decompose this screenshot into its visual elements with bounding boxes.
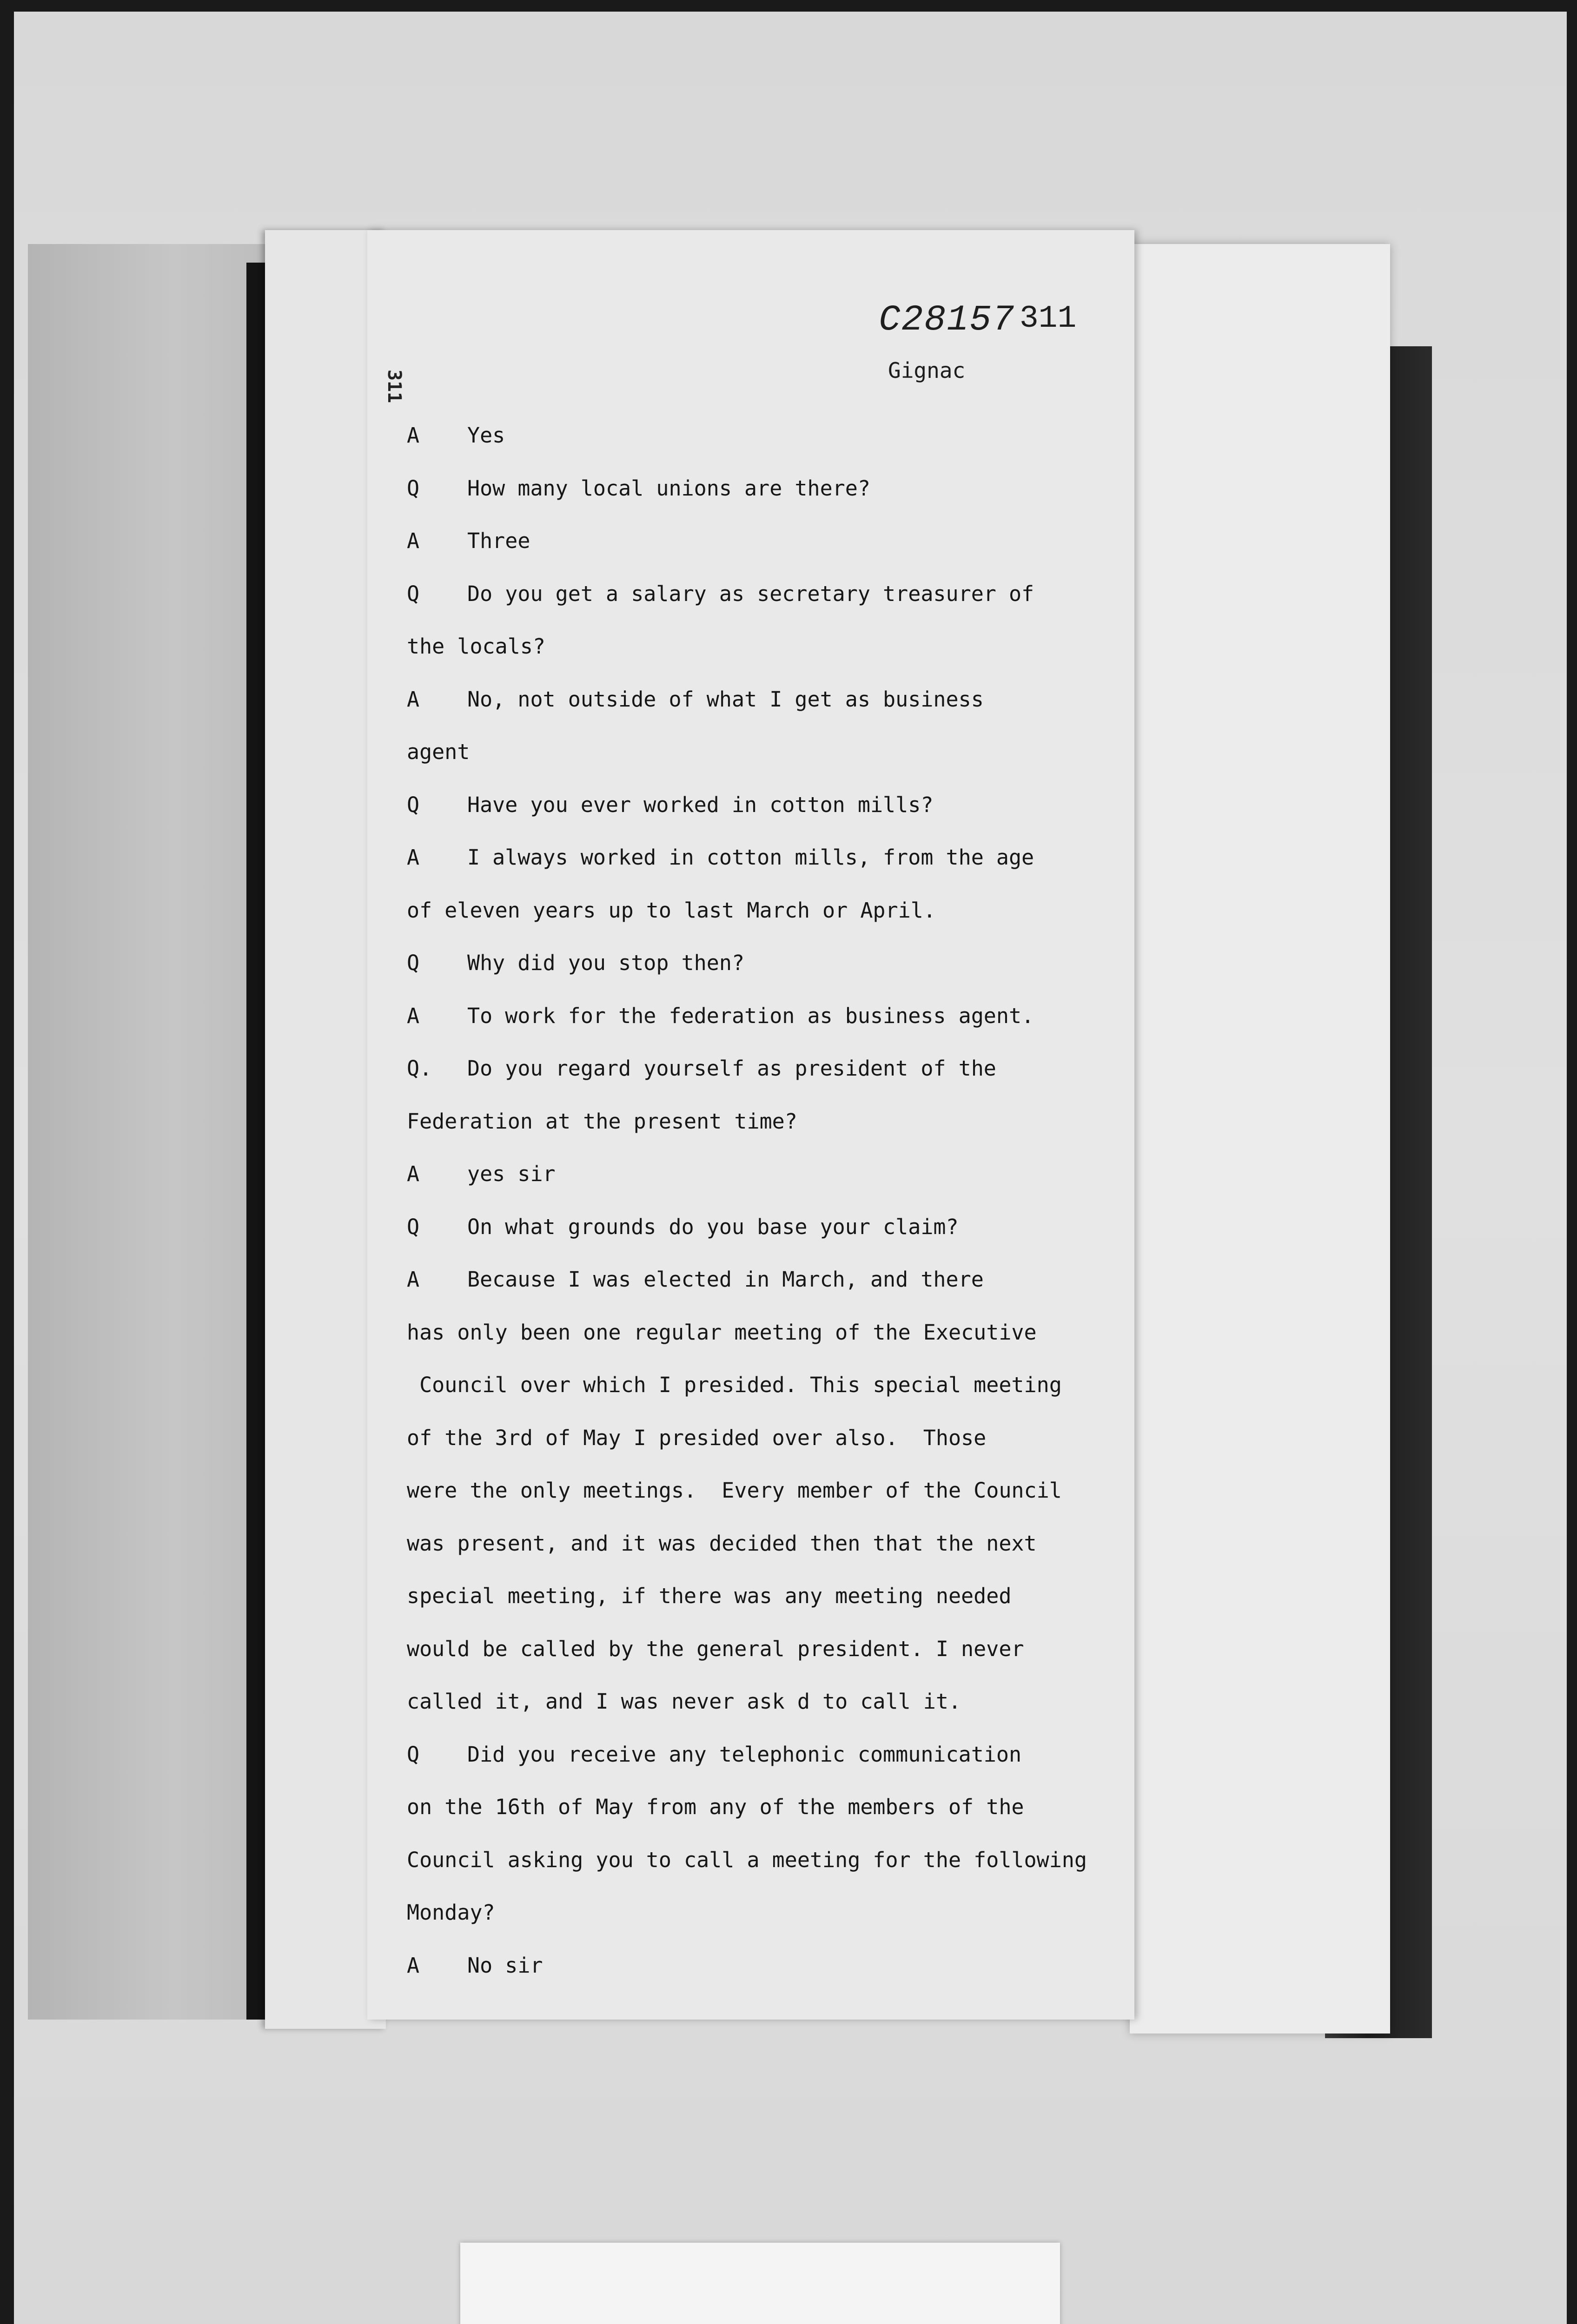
line-text: Federation at the present time? bbox=[407, 1109, 797, 1134]
transcript-line bbox=[407, 409, 1104, 462]
speaker-label: A bbox=[407, 1003, 420, 1028]
speaker-label: Q. bbox=[407, 1056, 432, 1081]
line-text: of the 3rd of May I presided over also. Those bbox=[407, 1425, 987, 1450]
speaker-label: A bbox=[407, 423, 420, 448]
transcript-line bbox=[407, 1570, 1104, 1623]
line-text: I always worked in cotton mills, from the age bbox=[467, 845, 1034, 870]
transcript-line bbox=[407, 1253, 1104, 1306]
line-text: No, not outside of what I get as business bbox=[467, 687, 984, 712]
transcript-line bbox=[407, 937, 1104, 990]
line-text: special meeting, if there was any meeting needed bbox=[407, 1584, 1012, 1608]
transcript-page bbox=[367, 230, 1134, 2020]
transcript-line bbox=[407, 1675, 1104, 1728]
transcript-line bbox=[407, 1148, 1104, 1201]
line-text: No sir bbox=[467, 1953, 543, 1978]
photo-background bbox=[14, 12, 1567, 2324]
transcript-line bbox=[407, 990, 1104, 1043]
line-text: has only been one regular meeting of the Executive bbox=[407, 1320, 1037, 1345]
line-text: Yes bbox=[467, 423, 505, 448]
transcript-line bbox=[407, 1464, 1104, 1517]
line-text: of eleven years up to last March or April. bbox=[407, 898, 936, 923]
transcript-line bbox=[407, 462, 1104, 515]
transcript-line bbox=[407, 884, 1104, 937]
speaker-label: A bbox=[407, 1953, 420, 1978]
transcript-line bbox=[407, 673, 1104, 726]
line-text: Three bbox=[467, 528, 530, 553]
margin-stamp: 311 bbox=[384, 370, 405, 403]
transcript-line bbox=[407, 779, 1104, 832]
speaker-label: A bbox=[407, 845, 420, 870]
speaker-label: Q bbox=[407, 1214, 420, 1239]
document-number: C28157 bbox=[879, 300, 1015, 341]
transcript-line bbox=[407, 1728, 1104, 1781]
speaker-label: Q bbox=[407, 951, 420, 975]
speaker-label: A bbox=[407, 1267, 420, 1292]
transcript-line bbox=[407, 1412, 1104, 1465]
speaker-label: Q bbox=[407, 1742, 420, 1767]
speaker-label: Q bbox=[407, 581, 420, 606]
line-text: Monday? bbox=[407, 1900, 495, 1925]
line-text: Have you ever worked in cotton mills? bbox=[467, 792, 934, 817]
line-text: Council over which I presided. This special meeting bbox=[407, 1373, 1062, 1397]
line-text: Because I was elected in March, and there bbox=[467, 1267, 984, 1292]
line-text: agent bbox=[407, 739, 470, 764]
transcript-line bbox=[407, 1095, 1104, 1148]
speaker-label: A bbox=[407, 1162, 420, 1186]
transcript-body bbox=[407, 409, 1104, 1992]
line-text: Do you get a salary as secretary treasurer of bbox=[467, 581, 1034, 606]
document-reference bbox=[879, 300, 1076, 341]
underlying-sheet bbox=[1130, 244, 1390, 2034]
transcript-line bbox=[407, 1623, 1104, 1676]
transcript-line bbox=[407, 1834, 1104, 1887]
transcript-line bbox=[407, 1201, 1104, 1254]
line-text: How many local unions are there? bbox=[467, 475, 870, 501]
line-text: were the only meetings. Every member of the Council bbox=[407, 1478, 1062, 1503]
transcript-line bbox=[407, 1886, 1104, 1939]
transcript-line bbox=[407, 1939, 1104, 1992]
line-text: Council asking you to call a meeting for the following bbox=[407, 1847, 1087, 1872]
speaker-label: Q bbox=[407, 475, 420, 501]
line-text: Did you receive any telephonic communication bbox=[467, 1742, 1022, 1767]
transcript-line bbox=[407, 726, 1104, 779]
line-text: on the 16th of May from any of the members of the bbox=[407, 1795, 1024, 1819]
transcript-line bbox=[407, 1517, 1104, 1570]
collection-label-card bbox=[460, 2243, 1060, 2324]
transcript-line bbox=[407, 1781, 1104, 1834]
line-text: was present, and it was decided then that the next bbox=[407, 1531, 1037, 1556]
transcript-line bbox=[407, 1306, 1104, 1359]
transcript-line bbox=[407, 1359, 1104, 1412]
facing-page-left bbox=[28, 244, 270, 2020]
speaker-label: A bbox=[407, 687, 420, 712]
line-text: Why did you stop then? bbox=[467, 951, 745, 975]
page-number: 311 bbox=[1019, 301, 1077, 337]
line-text: the locals? bbox=[407, 634, 546, 659]
speaker-label: Q bbox=[407, 792, 420, 817]
line-text: To work for the federation as business agent. bbox=[467, 1003, 1034, 1028]
line-text: Do you regard yourself as president of the bbox=[467, 1056, 996, 1081]
speaker-label: A bbox=[407, 528, 420, 553]
transcript-line bbox=[407, 620, 1104, 673]
line-text: yes sir bbox=[467, 1162, 556, 1186]
line-text: called it, and I was never ask d to call it. bbox=[407, 1689, 961, 1714]
transcript-line bbox=[407, 831, 1104, 884]
transcript-line bbox=[407, 1042, 1104, 1095]
transcript-line bbox=[407, 515, 1104, 568]
transcript-line bbox=[407, 568, 1104, 621]
witness-name: Gignac bbox=[888, 358, 966, 383]
line-text: On what grounds do you base your claim? bbox=[467, 1214, 959, 1239]
line-text: would be called by the general president. I never bbox=[407, 1636, 1024, 1661]
